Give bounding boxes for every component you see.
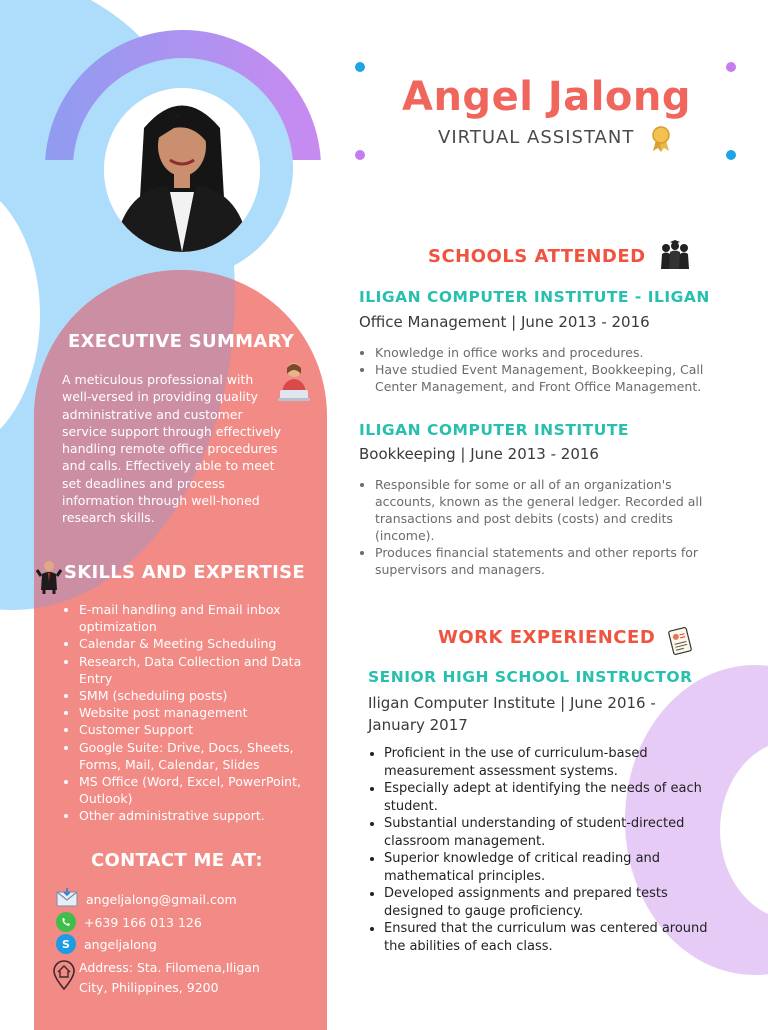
work-company: Iligan Computer Institute | June 2016 - January 2017 bbox=[368, 694, 656, 734]
contact-skype[interactable]: angeljalong bbox=[84, 936, 157, 952]
decor-dot bbox=[726, 150, 736, 160]
school-bullet: • Responsible for some or all of an organization's accounts, known as the general ledger. Recorded all transactions and post debits (costs) and credits (income). bbox=[375, 476, 709, 544]
work-position: SENIOR HIGH SCHOOL INSTRUCTOR bbox=[368, 668, 693, 686]
profile-photo bbox=[104, 88, 260, 252]
schools-heading: SCHOOLS ATTENDED bbox=[428, 246, 646, 267]
contact-email[interactable]: angeljalong@gmail.com bbox=[86, 892, 237, 907]
contact-skype-row[interactable] bbox=[56, 934, 157, 954]
school-bullet: • Produces financial statements and other reports for supervisors and managers. bbox=[375, 544, 709, 578]
school-name-1: ILIGAN COMPUTER INSTITUTE - ILIGAN bbox=[359, 288, 710, 306]
decor-dot bbox=[726, 62, 736, 72]
work-bullets bbox=[368, 745, 728, 955]
family-graduates-icon bbox=[658, 239, 692, 275]
school-program-2: Bookkeeping | June 2013 - 2016 bbox=[359, 445, 599, 463]
contact-phone-row[interactable] bbox=[56, 912, 202, 932]
home-location-icon bbox=[52, 960, 76, 994]
work-heading: WORK EXPERIENCED bbox=[438, 627, 656, 648]
skill-item: • SMM (scheduling posts) bbox=[79, 687, 311, 704]
skills-list bbox=[61, 601, 311, 825]
skype-icon: S bbox=[56, 934, 76, 954]
skill-item: • Google Suite: Drive, Docs, Sheets, Forms, Mail, Calendar, Slides bbox=[79, 739, 311, 773]
summary-heading: EXECUTIVE SUMMARY bbox=[68, 331, 295, 352]
award-ribbon-icon bbox=[650, 126, 672, 156]
skill-item: • Other administrative support. bbox=[79, 807, 311, 824]
work-bullet: • Substantial understanding of student-directed classroom management. bbox=[384, 815, 728, 850]
school-bullets-1 bbox=[359, 344, 709, 395]
contact-address: Address: Sta. Filomena,Iligan City, Philippines, 9200 bbox=[79, 960, 260, 995]
decor-dot bbox=[355, 150, 365, 160]
person-name: Angel Jalong bbox=[402, 74, 692, 120]
work-bullet: • Developed assignments and prepared tests designed to gauge proficiency. bbox=[384, 885, 728, 920]
work-bullet: • Ensured that the curriculum was centered around the abilities of each class. bbox=[384, 920, 728, 955]
skill-item: • MS Office (Word, Excel, PowerPoint, Outlook) bbox=[79, 773, 311, 807]
whatsapp-icon bbox=[56, 912, 76, 932]
work-bullet: • Especially adept at identifying the needs of each student. bbox=[384, 780, 728, 815]
job-title: VIRTUAL ASSISTANT bbox=[438, 127, 635, 148]
contact-email-row[interactable] bbox=[56, 888, 237, 911]
school-bullet: • Have studied Event Management, Bookkeeping, Call Center Management, and Front Office Management. bbox=[375, 361, 709, 395]
decor-dot bbox=[355, 62, 365, 72]
summary-text: A meticulous professional with well-versed in providing quality administrative and customer service support through effectively handling remote office procedures and calls. Effectively able to meet set deadlines and process information through well-honed research skills. bbox=[62, 372, 282, 526]
person-at-laptop-icon bbox=[274, 360, 314, 408]
skills-heading: SKILLS AND EXPERTISE bbox=[64, 562, 305, 583]
work-bullet: • Proficient in the use of curriculum-based measurement assessment systems. bbox=[384, 745, 728, 780]
skill-item: • Website post management bbox=[79, 704, 311, 721]
skill-item: • Research, Data Collection and Data Entry bbox=[79, 653, 311, 687]
businessman-icon bbox=[36, 560, 62, 598]
school-name-2: ILIGAN COMPUTER INSTITUTE bbox=[359, 421, 629, 439]
work-bullet: • Superior knowledge of critical reading and mathematical principles. bbox=[384, 850, 728, 885]
contact-heading: CONTACT ME AT: bbox=[91, 850, 263, 871]
contact-phone[interactable]: +639 166 013 126 bbox=[84, 914, 202, 930]
school-program-1: Office Management | June 2013 - 2016 bbox=[359, 313, 650, 331]
school-bullets-2 bbox=[359, 476, 709, 578]
envelope-icon bbox=[56, 888, 78, 911]
skill-item: • Customer Support bbox=[79, 721, 311, 738]
school-bullet: • Knowledge in office works and procedures. bbox=[375, 344, 709, 361]
resume-clipboard-icon bbox=[666, 626, 694, 660]
skill-item: • Calendar & Meeting Scheduling bbox=[79, 635, 311, 652]
skill-item: • E-mail handling and Email inbox optimization bbox=[79, 601, 311, 635]
